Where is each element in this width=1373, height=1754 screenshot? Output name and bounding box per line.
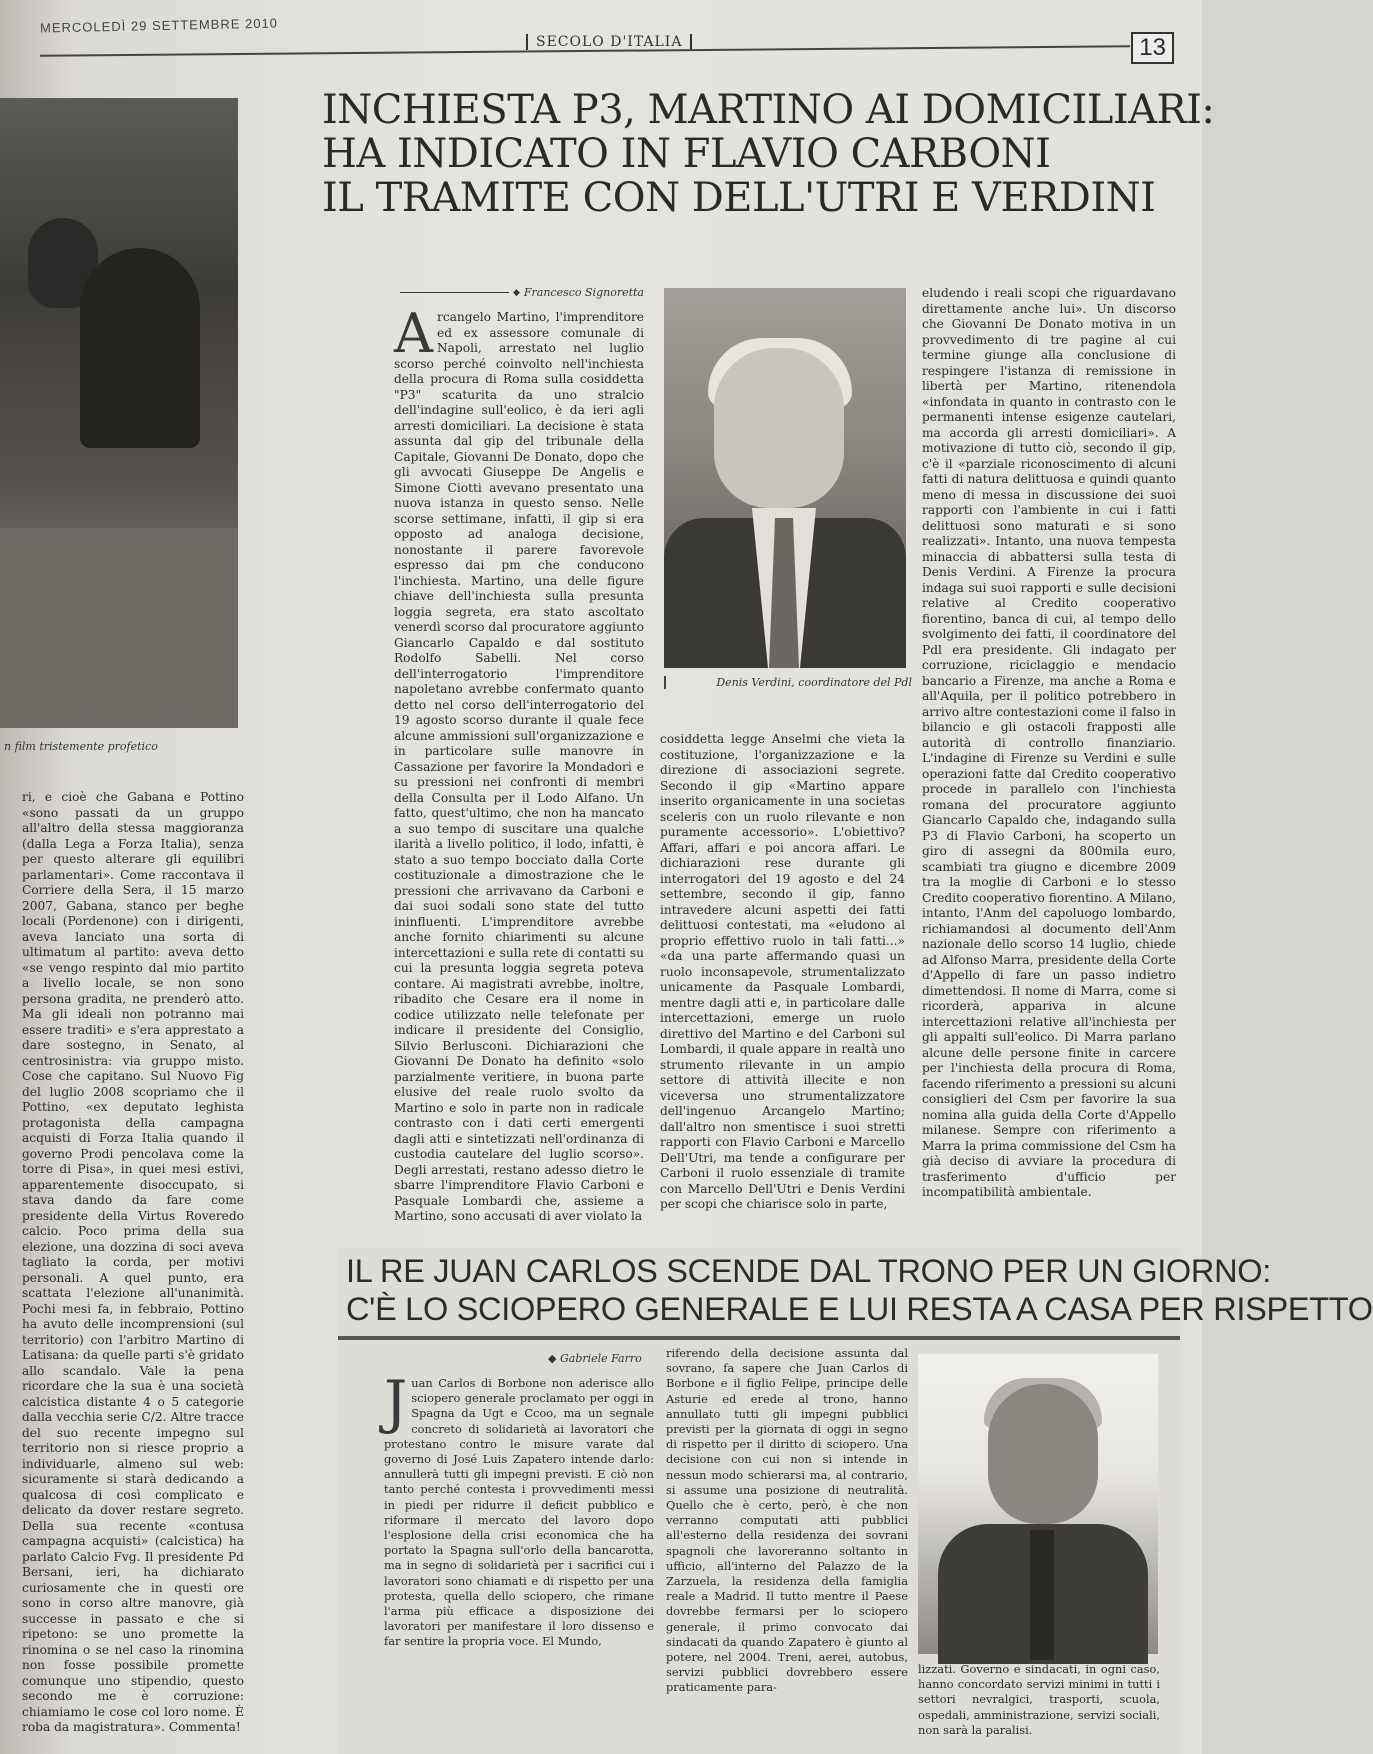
byline-rule [400, 292, 509, 293]
headline-line: IL TRAMITE CON DELL'UTRI E VERDINI [322, 175, 1156, 221]
box-byline [548, 1352, 642, 1365]
box-article-column-1 [384, 1368, 654, 1650]
left-photo-caption: n film tristemente profetico [4, 740, 158, 753]
photo-face [714, 348, 844, 508]
byline-author: Gabriele Farro [559, 1352, 642, 1365]
photo-tie [1030, 1530, 1054, 1660]
headline-line: HA INDICATO IN FLAVIO CARBONI [322, 131, 1051, 177]
main-headline [322, 87, 1215, 221]
header-paper-name: SECOLO D'ITALIA [526, 34, 692, 50]
headline-line: INCHIESTA P3, MARTINO AI DOMICILIARI: [322, 87, 1215, 133]
verdini-photo [664, 288, 906, 666]
left-photo [0, 98, 238, 728]
column-text: uan Carlos di Borbone non aderisce allo sciopero generale proclamato per oggi in Spagna da Ugt e Ccoo, ma un segnale concreto di solidarietà ai lavoratori che protestano contro le misure varate dal governo di José Luis Zapatero intende darlo: annullerà tutti gli impegni previsti. E ciò non tanto perché contesta i provvedimenti messi in piedi per ridurre il deficit pubblico e riformare il mercato del lavoro dopo l'esplosione della crisi economica che ha portato la Spagna sull'orlo della bancarotta, ma in segno di solidarietà per i sacrifici cui i lavoratori sono chiamati e di rispetto per una protesta, quella dello sciopero, che rimane l'arma più efficace a disposizione dei lavoratori per manifestare il loro dissenso e far sentire la propria voce. El Mundo, [384, 1376, 654, 1649]
photo-figure [80, 248, 200, 448]
box-headline [338, 1252, 1373, 1328]
left-article-column: ri, e cioè che Gabana e Pottino «sono passati da un gruppo all'altro della stessa maggioranza (dalla Lega a Forza Italia), senza per questo alterare gli equilibri parlamentari». Come raccontava il Corriere della Sera, il 15 marzo 2007, Gabana, stanco per beghe locali (Pordenone) con i dirigenti, aveva lanciato una sorta di ultimatum al partito: aveva detto «se vengo respinto dal mio partito a livello locale, se non sono persona gradita, ne prenderò atto. Ma gli ideali non potranno mai essere traditi» e s'era apprestato a dare sostegno, in Senato, al centrosinistra: via gruppo misto. Cose che capitano. Sul Nuovo Fig del luglio 2008 scopriamo che il Pottino, «ex deputato leghista protagonista della campagna acquisti di Forza Italia quando il governo Prodi pencolava come la torre di Pisa», in quei mesi estivi, apparentemente disoccupato, si stava dando da fare come presidente della Virtus Roveredo calcio. Poco prima della sua elezione, una dozzina di soci aveva tagliato la corda, per motivi personali. A quel punto, era scattata l'elezione all'unanimità. Pochi mesi fa, in febbraio, Pottino ha avuto delle incomprensioni (sul territorio) con l'arbitro Martino di Latisana: da quelle parti s'è gridato allo scandalo. Vale la pena ricordare che la sua è una società calcistica distante 4 o 5 categorie dalla vecchia serie C/2. Altre tracce del suo recente impegno sul territorio non si riesce proprio a individuarle, almeno sul web: sicuramente si starà dedicando a qualcosa di così complicato e delicato da dover restare segreto. Della sua recente «contusa campagna acquisti» (calcistica) ha parlato Calcio Fvg. Il presidente Pd Bersani, ieri, ha dichiarato curiosamente che in questi ore sono in corso altre manovre, già successe in passato e che si ripetono: se uno promette la rinomina o se nel caso la rinomina non fosse possibile promette comunque uno stipendio, questo secondo me è corruzione: chiamiamo le cose col loro nome. È roba da magistratura». Commenta! [22, 790, 244, 1734]
main-article-column-2: cosiddetta legge Anselmi che vieta la costituzione, l'organizzazione e la direzione di associazioni segrete. Secondo il gip «Martino appare inserito organicamente in una societas sceleris con un ruolo rilevante e non puramente accessorio». L'obiettivo? Affari, affari e poi ancora affari. Le dichiarazioni rese durante gli interrogatori del 19 agosto e del 24 settembre, secondo il gip, fanno intravedere alcuni aspetti dei fatti delittuosi contestati, ma «eludono al proprio effettivo ruolo in tali fatti...» «da una parte affermando quasi un ruolo inconsapevole, strumentalizzato unicamente da Pasquale Lombardi, mentre dagli atti e, in particolare dalle intercettazioni, emerge un ruolo direttivo del Martino e del Carboni sul Lombardi, il quale appare in realtà uno strumento rilevante in un ampio settore di attività illecite e non viceversa uno strumentalizzatore dell'ingenuo Arcangelo Martino; dall'altro non smentisce i suoi stretti rapporti con Flavio Carboni e Marcello Dell'Utri, ma tende a configurare per Carboni il ruolo essenziale di tramite con Marcello Dell'Utri e Denis Verdini per scopi che chiarisce solo in parte, [660, 732, 905, 1211]
diamond-icon: ◆ [512, 287, 520, 298]
photo-face [988, 1384, 1098, 1524]
photo-desk [0, 528, 238, 728]
box-article-column-3: lizzati. Governo e sindacati, in ogni caso, hanno concordato servizi minimi in tutti i settori nevralgici, trasporti, scuola, ospedali, amministrazione, servizi sociali, non sarà la paralisi. [918, 1662, 1160, 1737]
byline-author: Francesco Signoretta [523, 286, 644, 299]
box-rule [338, 1336, 1180, 1340]
main-article-column-3: eludendo i reali scopi che riguardavano direttamente anche lui». Un discorso che Giovanni De Donato motiva in un provvedimento di tre pagine al cui termine giunge alla conclusione di respingere l'istanza di remissione in libertà per Martino, ritenendola «infondata in quanto in contrasto con le permanenti intense esigenze cautelari, ma accorda gli arresti domiciliari». A motivazione di tutto ciò, secondo il gip, c'è il «parziale riconoscimento di alcuni fatti di natura delittuosa e quindi quanto meno di messa in discussione dei suoi rapporti con l'ambiente in cui i fatti delittuosi sono maturati e si sono realizzati». Intanto, una nuova tempesta minaccia di abbattersi sulla testa di Denis Verdini. A Firenze la procura indaga sui suoi rapporti e sulle decisioni relative al Credito cooperativo fiorentino, banca di cui, al tempo dello svolgimento dei fatti, il coordinatore del Pdl era presidente. Gli indagato per corruzione, riciclaggio e mendacio bancario a Firenze, ma anche a Roma e all'Aquila, per il politico potrebbero in arrivo altre contestazioni come il falso in bilancio e gli ostacoli frapposti alle autorità di controllo finanziario. L'indagine di Firenze su Verdini e sulle operazioni fatte dal Credito cooperativo procede in parallelo con l'inchiesta romana del procuratore aggiunto Giancarlo Capaldo che, indagando sulla P3 di Flavio Carboni, ha scoperto un giro di assegni da 800mila euro, scambiati tra giugno e dicembre 2009 tra la moglie di Carboni e lo stesso Credito cooperativo fiorentino. A Milano, intanto, l'Anm del capoluogo lombardo, richiamandosi al documento dell'Anm nazionale dello scorso 14 luglio, chiede ad Alfonso Marra, presidente della Corte d'Appello di fare un passo indietro dimettendosi. Il nome di Marra, come si ricorderà, appariva in alcune intercettazioni relative all'inchiesta per gli appalti sull'eolico. Di Marra parlano alcune delle persone finite in carcere per l'inchiesta della procura di Roma, facendo riferimento a pressioni su alcuni consiglieri del Csm per favorire la sua nomina alla guida della Corte d'Appello milanese. Sempre con riferimento a Marra la prima commissione del Csm ha già deciso di avviare la procedura di trasferimento d'ufficio per incompatibilità ambientale. [922, 286, 1176, 1199]
box-article-column-2: riferendo della decisione assunta dal sovrano, fa sapere che Juan Carlos di Borbone e il figlio Felipe, principe delle Asturie ed erede al trono, hanno annullato tutti gli impegni pubblici previsti per la giornata di oggi in segno di rispetto per il diritto di sciopero. Una decisione con cui non si intende in nessun modo schierarsi ma, al contrario, si assume una posizione di neutralità. Quello che è certo, però, è che non verranno computati atti pubblici all'esterno della residenza dei sovrani spagnoli che lavoreranno soltanto in ufficio, all'interno del Palazzo de la Zarzuela, la residenza della famiglia reale a Madrid. Il tutto mentre il Paese dovrebbe fermarsi per lo sciopero generale, il primo convocato dai sindacati da quando Zapatero è giunto al potere, nel 2004. Treni, aerei, autobus, servizi pubblici dovrebbero essere praticamente para- [666, 1346, 908, 1695]
page-number: 13 [1131, 32, 1174, 64]
main-byline [400, 286, 644, 299]
juan-carlos-photo [918, 1354, 1158, 1654]
header-date: MERCOLEDÌ 29 SETTEMBRE 2010 [39, 15, 279, 36]
diamond-icon: ◆ [548, 1352, 557, 1365]
main-article-column-1 [394, 302, 644, 1225]
dropcap: A [394, 302, 433, 365]
verdini-photo-caption: Denis Verdini, coordinatore del Pdl [664, 676, 912, 689]
headline-line: C'È LO SCIOPERO GENERALE E LUI RESTA A CASA PER RISPETTO [346, 1291, 1373, 1327]
headline-line: IL RE JUAN CARLOS SCENDE DAL TRONO PER UN GIORNO: [346, 1253, 1271, 1289]
dropcap: J [384, 1368, 408, 1436]
column-text: rcangelo Martino, l'imprenditore ed ex assessore comunale di Napoli, arrestato nel luglio scorso perché coinvolto nell'inchiesta della procura di Roma sulla cosiddetta "P3" scaturita da uno stralcio dell'indagine sull'eolico, è da ieri agli arresti domiciliari. La decisione è stata assunta dal gip del tribunale della Capitale, Giovanni De Donato, dopo che gli avvocati Giuseppe De Angelis e Simone Ciotti avevano presentato una nuova istanza in questo senso. Nelle scorse settimane, infatti, il gip si era opposto ad analoga decisione, nonostante il parere favorevole espresso dai pm che conducono l'inchiesta. Martino, una delle figure chiave dell'inchiesta sulla presunta loggia segreta, era stato ascoltato venerdì scorso dal procuratore aggiunto Giancarlo Capaldo e dal sostituto Rodolfo Sabelli. Nel corso dell'interrogatorio l'imprenditore napoletano avrebbe confermato quanto detto nel corso dell'interrogatorio del 19 agosto scorso durante il quale fece alcune ammissioni sull'organizzazione e in particolare sulle manovre in Cassazione per favorire la Mondadori e su pressioni nei confronti di membri della Consulta per il Lodo Alfano. Un fatto, quest'ultimo, che non ha mancato a suo tempo di suscitare una qualche ilarità a livello politico, il lodo, infatti, è stato a suo tempo bocciato dalla Corte costituzionale a dimostrazione che le pressioni che arrivavano da Carboni e dai suoi sodali sono state del tutto ininfluenti. L'imprenditore avrebbe anche fornito chiarimenti su alcune intercettazioni e sulla rete di contatti su cui la presunta loggia segreta poteva contare. Ai magistrati avrebbe, inoltre, ribadito che Cesare era il nome in codice utilizzato nelle telefonate per indicare il presidente del Consiglio, Silvio Berlusconi. Dichiarazioni che Giovanni De Donato ha definito «solo parzialmente veritiere, in buona parte elusive del reale ruolo svolto da Martino e solo in parte non in radicale contrasto con i dati certi emergenti dagli atti e sintetizzati nell'ordinanza di custodia cautelare del luglio scorso». Degli arrestati, restano adesso dietro le sbarre l'imprenditore Flavio Carboni e Pasquale Lombardi che, assieme a Martino, sono accusati di aver violato la [394, 310, 644, 1223]
